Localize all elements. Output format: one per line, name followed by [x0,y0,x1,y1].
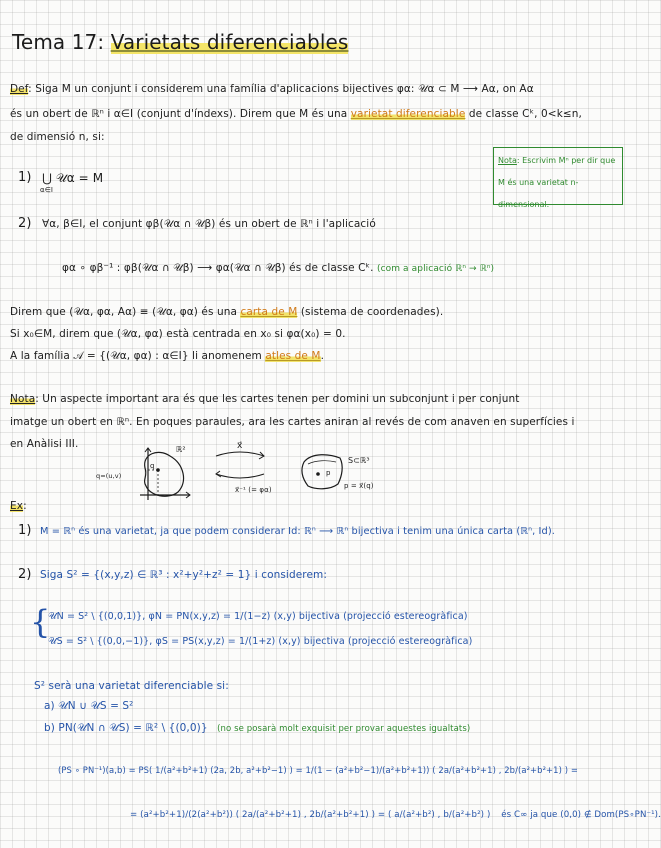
chart-line-1a: Direm que (𝒰α, φα, Aα) ≡ (𝒰α, φα) és una [10,306,241,318]
note2-line-2: imatge un obert en ℝⁿ. En poques paraules, ara les cartes aniran al revés de com anaven en superfícies i [10,416,575,428]
chart-south: 𝒰S = S² \ {(0,0,−1)}, φS = PS(x,y,z) = 1/(1+z) (x,y) bijectiva (projecció estereogràfica) [48,636,473,647]
surface-shading [308,461,336,464]
r2-label: ℝ² [176,445,186,454]
condition-2-note: (com a aplicació ℝⁿ → ℝⁿ) [376,264,495,274]
condition-1: ⋃ 𝒰α = M [42,171,104,185]
definition-text-1: : Siga M un conjunt i considerem una família d'aplicacions bijectives φα: 𝒰α ⊂ M ⟶ Aα, on Aα [28,83,534,95]
point-q [156,468,160,472]
map-arrow-back-head [216,471,221,477]
calculation-line-2-formula: = (a²+b²+1)/(2(a²+b²)) ( 2a/(a²+b²+1) , 2b/(a²+b²+1) ) = ( a/(a²+b²) , b/(a²+b²) ) [130,810,491,820]
examples-label: Ex [10,500,24,512]
definition-text-2b: de classe Cᵏ, 0<k≤n, [465,108,582,120]
point-p [316,472,320,476]
condition-b: b) PN(𝒰N ∩ 𝒰S) = ℝ² \ {(0,0)} [44,722,208,734]
note2-line-3: en Anàlisi III. [10,438,79,450]
chart-term: carta de M [240,306,298,318]
brace: { [30,603,51,641]
x-map-label: x⃗ [237,441,243,451]
condition-2-formula [62,262,494,275]
definition-term: varietat diferenciable [350,108,466,120]
x-inverse-label: x⃗⁻¹ (= φα) [235,486,272,494]
q-coordinates-label: q=(u,v) [96,472,122,480]
chart-line-3 [10,350,324,363]
note-box-label: Nota [498,156,517,165]
page-title [12,30,348,54]
note2-text-1: : Un aspecte important ara és que les cartes tenen per domini un subconjunt i per conjunt [35,393,520,405]
condition-1-subscript: α∈I [40,186,54,194]
example-1-number: 1) [18,523,32,538]
p-dot-label: p [326,469,331,477]
condition-2-number: 2) [18,216,32,231]
note2-label: Nota [10,393,36,405]
chart-line-1b: (sistema de coordenades). [297,306,444,318]
example-1: M = ℝⁿ és una varietat, ja que podem considerar Id: ℝⁿ ⟶ ℝⁿ bijectiva i tenim una única carta (ℝⁿ, Id). [40,526,555,537]
map-arrow-back [216,474,264,478]
calculation-line-2 [130,810,661,820]
chart-line-1 [10,306,443,319]
calculation-conclusion: és C∞ ja que (0,0) ∉ Dom(PS∘PN⁻¹). [501,810,661,820]
definition-label: Def [10,83,29,95]
definition-line-1 [10,83,534,96]
condition-2-formula-text: φα ∘ φβ⁻¹ : φβ(𝒰α ∩ 𝒰β) ⟶ φα(𝒰α ∩ 𝒰β) és de classe Cᵏ. [62,262,374,274]
example-2: Siga S² = {(x,y,z) ∈ ℝ³ : x²+y²+z² = 1} i considerem: [40,569,327,581]
title-prefix: Tema 17: [12,30,105,54]
chart-north: 𝒰N = S² \ {(0,0,1)}, φN = PN(x,y,z) = 1/(1−z) (x,y) bijectiva (projecció estereogràfica) [48,611,468,622]
atlas-term: atles de M [265,350,321,362]
note2-line-1 [10,393,519,405]
condition-1-number: 1) [18,170,32,185]
calculation-line-1: (PS ∘ PN⁻¹)(a,b) = PS( 1/(a²+b²+1) (2a, 2b, a²+b²−1) ) = 1/(1 − (a²+b²−1)/(a²+b²+1)) ( 2a/(a²+b²+1) , 2b/(a²+b²+1) ) = [58,765,578,775]
note-box-text: : Escrivim Mⁿ per dir que M és una varietat n-dimensional. [498,156,616,209]
chart-line-3a: A la família 𝒜 = {(𝒰α, φα) : α∈I} li anomenem [10,350,266,362]
chart-line-3b: . [320,350,325,362]
title-name: Varietats diferenciables [110,30,349,54]
condition-2: ∀α, β∈I, el conjunt φβ(𝒰α ∩ 𝒰β) és un obert de ℝⁿ i l'aplicació [42,218,376,230]
definition-text-2a: és un obert de ℝⁿ i α∈I (conjunt d'índexs). Direm que M és una [10,108,351,120]
surface-patch [302,455,342,489]
condition-b-note: (no se posarà molt exquisit per provar aquestes igualtats) [217,724,471,734]
domain-region [145,452,184,496]
surface-label: S⊂ℝ³ [348,456,370,465]
definition-line-2 [10,108,582,120]
chart-line-2: Si x₀∈M, direm que (𝒰α, φα) està centrada en x₀ si φα(x₀) = 0. [10,328,346,340]
example-2-number: 2) [18,567,32,582]
condition-a: a) 𝒰N ∪ 𝒰S = S² [44,700,134,712]
p-label: p = x⃗(q) [344,482,374,490]
condition-b-line [44,722,470,735]
note-box [493,147,623,209]
definition-line-3: de dimensió n, si: [10,131,105,143]
examples-label-line: Ex: [10,500,27,512]
map-arrow-forward [216,452,264,456]
q-dot-label: q [150,462,155,470]
s2-intro: S² serà una varietat diferenciable si: [34,680,229,692]
